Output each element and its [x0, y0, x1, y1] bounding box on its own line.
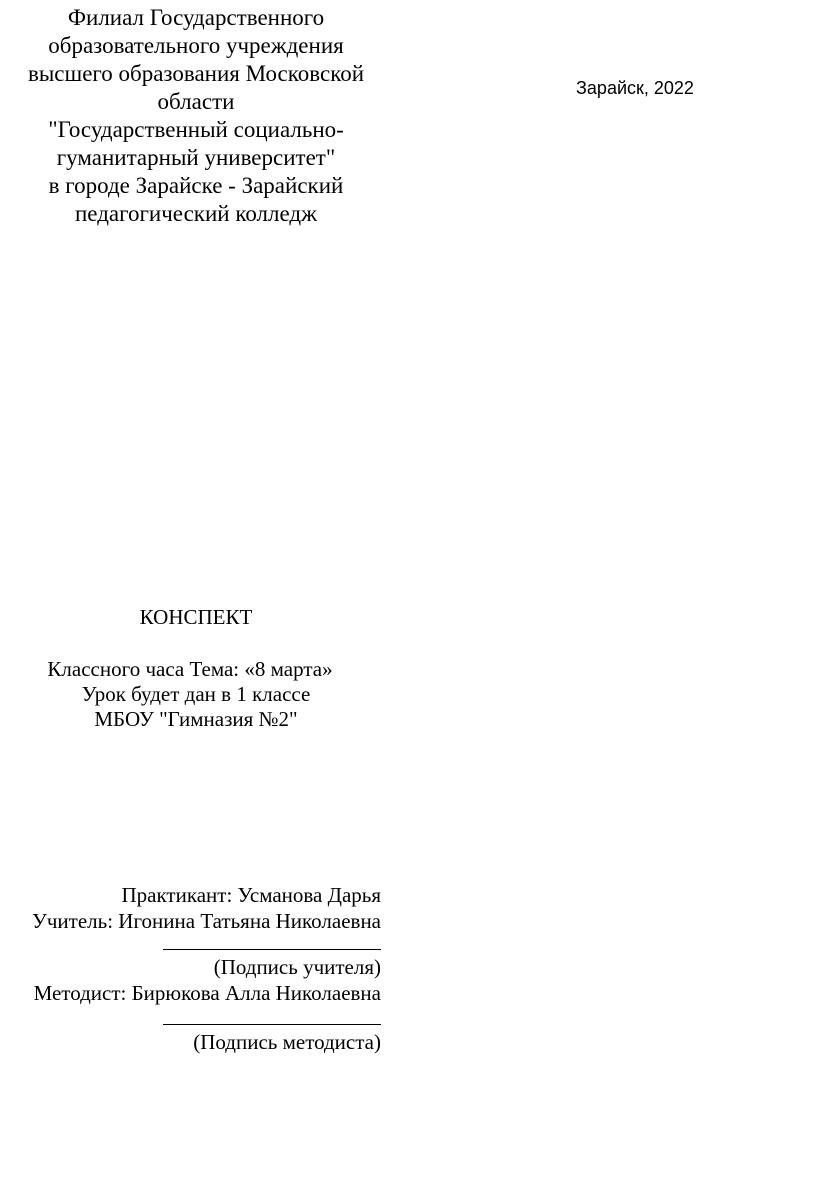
lesson-subject: Классного часа Тема: «8 марта»: [47, 657, 333, 681]
methodist-signature-caption: (Подпись методиста): [193, 1030, 381, 1054]
institution-line: гуманитарный университет": [56, 145, 336, 170]
signature-block: [0, 882, 381, 1055]
teacher-signature-caption: (Подпись учителя): [213, 955, 381, 979]
trainee-line: Практикант: Усманова Дарья: [121, 883, 381, 907]
methodist-line: Методист: Бирюкова Алла Николаевна: [33, 981, 381, 1005]
institution-line: области: [157, 89, 235, 114]
institution-line: "Государственный социально-: [48, 117, 344, 142]
document-title: КОНСПЕКТ: [139, 605, 253, 629]
lesson-class: Урок будет дан в 1 классе: [81, 682, 311, 706]
lesson-school: МБОУ "Гимназия №2": [94, 707, 298, 731]
institution-line: Филиал Государственного: [67, 5, 325, 30]
lesson-info: [0, 657, 392, 732]
institution-line: в городе Зарайске - Зарайский: [48, 173, 344, 198]
methodist-signature-line: [163, 1024, 381, 1025]
place-year: Зарайск, 2022: [576, 78, 694, 98]
teacher-signature-line: [163, 949, 381, 950]
institution-line: педагогический колледж: [75, 201, 317, 226]
institution-line: образовательного учреждения: [48, 33, 344, 58]
teacher-line: Учитель: Игонина Татьяна Николаевна: [31, 909, 381, 933]
institution-line: высшего образования Московской: [27, 61, 365, 86]
institution-header: [0, 4, 392, 228]
